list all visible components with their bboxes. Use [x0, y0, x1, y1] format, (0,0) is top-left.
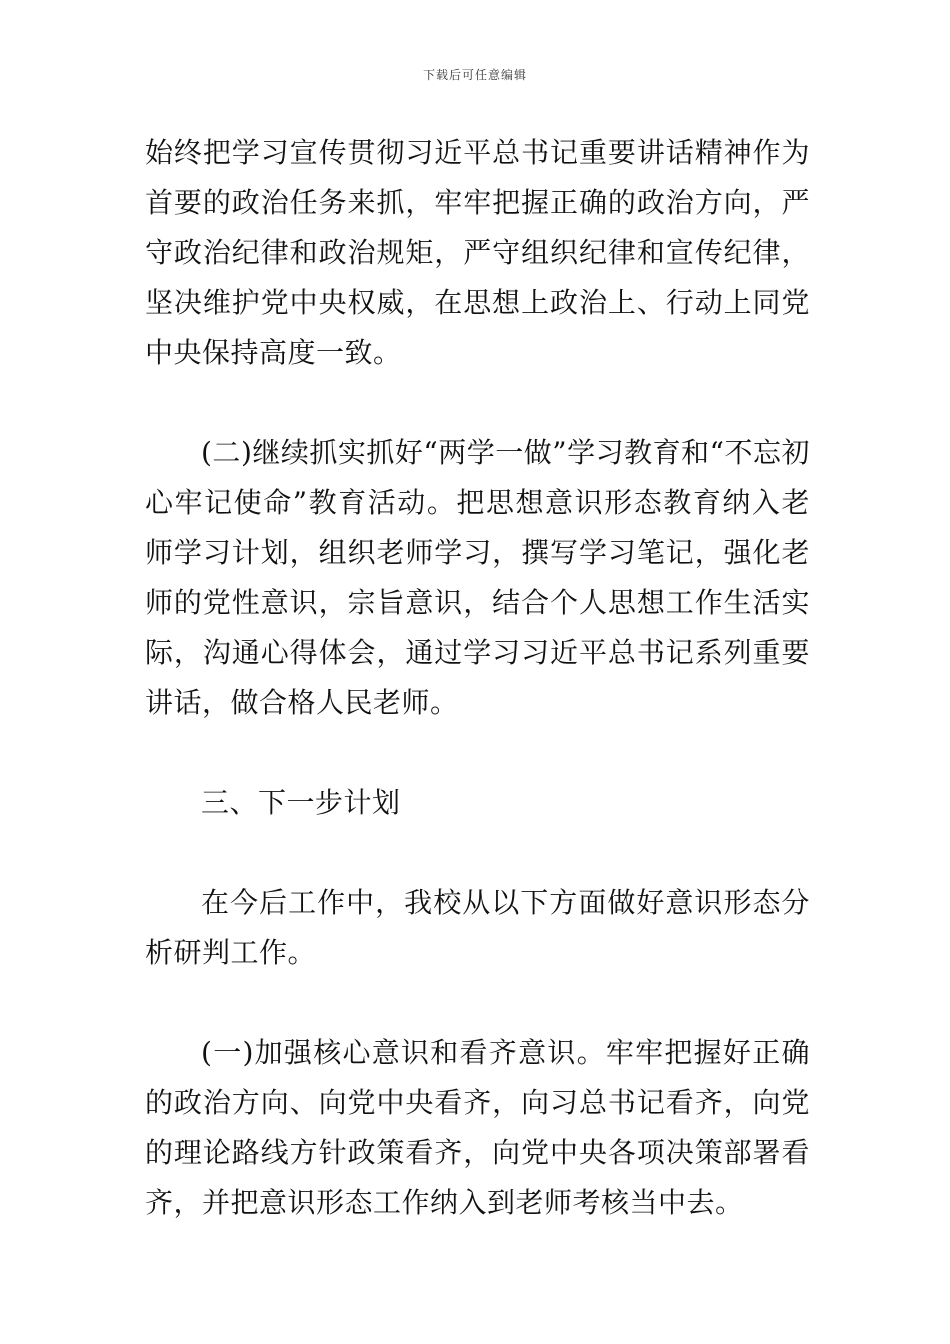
- paragraph-spacer: [145, 828, 810, 878]
- page-header-note: 下载后可任意编辑: [422, 68, 527, 82]
- section-heading-next-plan: 三、下一步计划: [201, 786, 401, 819]
- paragraph-item-two: (二)继续抓实抓好“两学一做”学习教育和“不忘初心牢记使命”教育活动。把思想意识形态教育纳入老师学习计划，组织老师学习，撰写学习笔记，强化老师的党性意识，宗旨意识，结合个人思想工作生活实际，沟通心得体会，通过学习习近平总书记系列重要讲话，做合格人民老师。: [145, 436, 810, 719]
- document-body: [145, 128, 810, 1228]
- paragraph-spacer: [145, 978, 810, 1028]
- paragraph-item-one: (一)加强核心意识和看齐意识。牢牢把握好正确的政治方向、向党中央看齐，向习总书记看齐，向党的理论路线方针政策看齐，向党中央各项决策部署看齐，并把意识形态工作纳入到老师考核当中去。: [145, 1036, 810, 1219]
- paragraph-spacer: [145, 728, 810, 778]
- paragraph-intro: 在今后工作中，我校从以下方面做好意识形态分析研判工作。: [145, 886, 810, 969]
- paragraph-spacer: [145, 378, 810, 428]
- paragraph-continuation: 始终把学习宣传贯彻习近平总书记重要讲话精神作为首要的政治任务来抓，牢牢把握正确的政治方向，严守政治纪律和政治规矩，严守组织纪律和宣传纪律，坚决维护党中央权威，在思想上政治上、行动上同党中央保持高度一致。: [145, 136, 810, 369]
